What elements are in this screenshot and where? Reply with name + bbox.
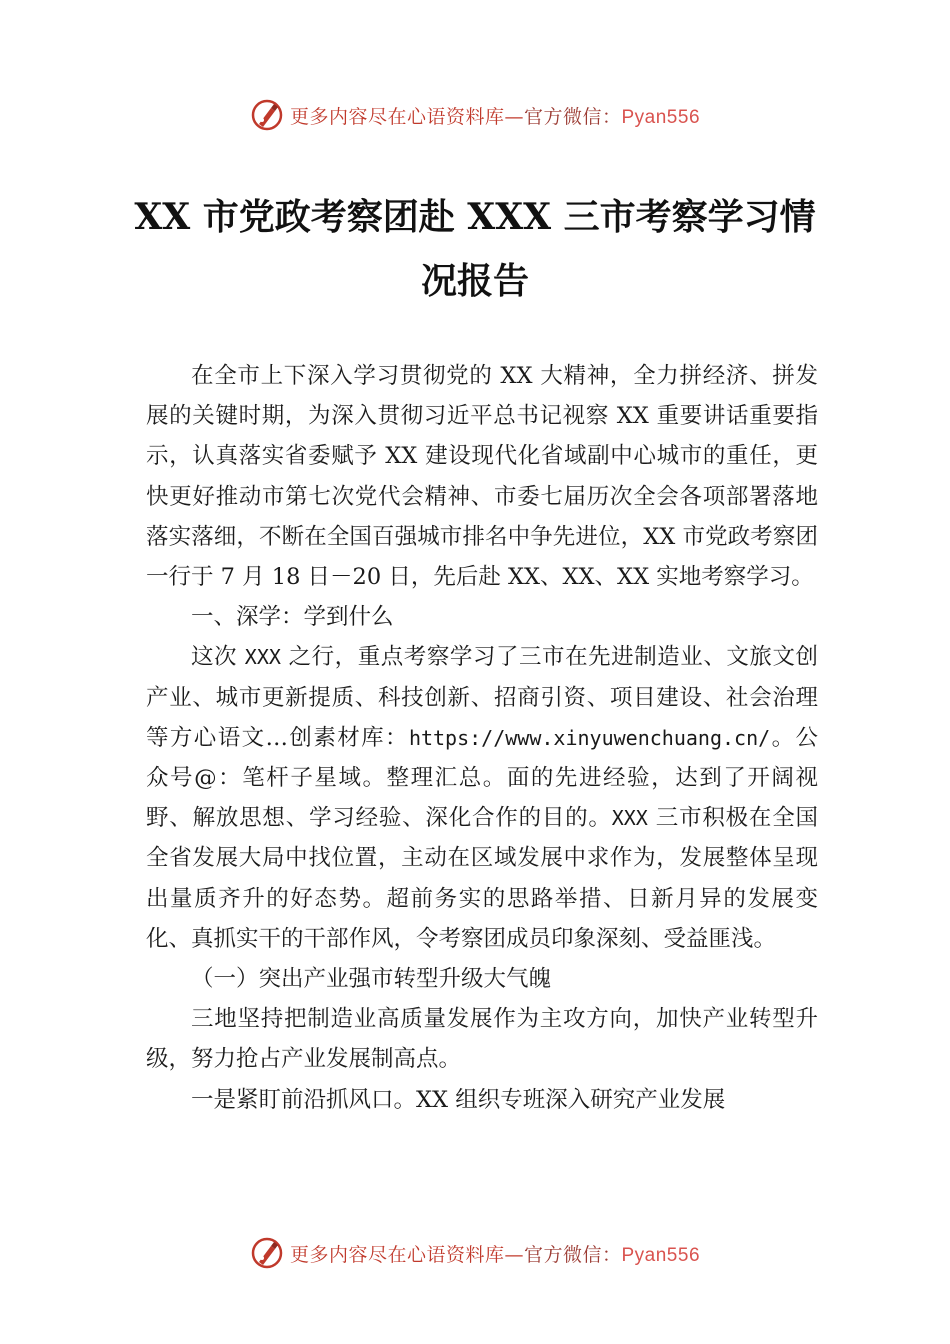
paragraph-text: XXX <box>244 645 281 670</box>
paragraph-subsection-1: 三地坚持把制造业高质量发展作为主攻方向，加快产业转型升级，努力抢占产业发展制高点。 <box>146 1006 818 1073</box>
paragraph-text: 三市积极在全国全省发展大局中找位置，主动在区域发展中求作为，发展整体呈现出量质齐升的好态势。超前务实的思路举措、日新月异的发展变化、真抓实干的干部作风，令考察团成员印象深刻、受益匪浅。 <box>146 805 818 952</box>
pen-logo-icon <box>250 98 284 132</box>
paragraph-point-1: 一是紧盯前沿抓风口。XX 组织专班深入研究产业发展 <box>191 1086 726 1113</box>
section-heading-1: 一、深学：学到什么 <box>191 604 394 631</box>
paragraph-intro: 在全市上下深入学习贯彻党的 XX 大精神，全力拼经济、拼发展的关键时期，为深入贯彻习近平总书记视察 XX 重要讲话重要指示，认真落实省委赋予 XX 建设现代化省域副中心城市的重任，更快更好推动市第七次党代会精神、市委七届历次全会各项部署落地落实落细，不断在全国百强城市排名中争先进位，XX 市党政考察团一行于 7 月 18 日－20 日，先后赴 XX、XX、XX 实地考察学习。 <box>146 363 818 591</box>
banner-dash: — <box>504 1243 524 1266</box>
paragraph-text: XXX <box>611 806 648 831</box>
banner-main-text: 更多内容尽在心语资料库 <box>289 1243 505 1266</box>
document-body <box>146 356 818 1120</box>
source-url: https://www.xinyuwenchuang.cn/ <box>408 725 771 750</box>
document-title: XX 市党政考察团赴 XXX 三市考察学习情况报告 <box>134 196 816 302</box>
pen-logo-icon <box>250 1236 284 1270</box>
footer-watermark-banner <box>0 1233 950 1273</box>
banner-wechat-id: Pyan556 <box>621 106 701 128</box>
banner-wechat-label: 官方微信： <box>523 105 622 128</box>
banner-wechat-id: Pyan556 <box>621 1244 701 1266</box>
paragraph-text: 。公众号@：笔杆子星域。整理汇总。面的先进经验，达到了开阔视野、解放思想、学习经验、深化合作的目的。 <box>146 724 818 832</box>
paragraph-text: 这次 <box>191 644 245 671</box>
subsection-heading-1: （一）突出产业强市转型升级大气魄 <box>191 966 552 993</box>
banner-main-text: 更多内容尽在心语资料库 <box>289 105 505 128</box>
banner-wechat-label: 官方微信： <box>523 1243 622 1266</box>
banner-text <box>290 1240 700 1267</box>
header-watermark-banner <box>0 95 950 135</box>
paragraph-text: 之行，重点考察学习了三市在先进制造业、文旅文创产业、城市更新提质、科技创新、招商引资、项目建设、社会治理等方心语文…创素材库： <box>146 644 818 751</box>
banner-dash: — <box>504 105 524 128</box>
banner-text <box>290 102 700 129</box>
paragraph-section-1 <box>146 637 818 959</box>
